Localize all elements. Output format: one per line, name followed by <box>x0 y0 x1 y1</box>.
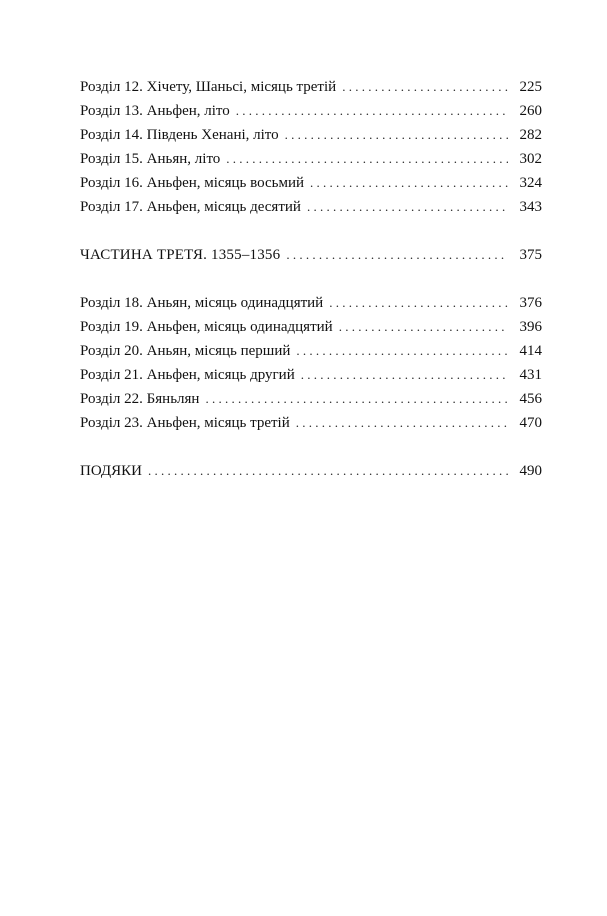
toc-entry-chapter-19 <box>80 315 542 339</box>
toc-entry-title: Розділ 20. Аньян, місяць перший <box>80 343 291 359</box>
toc-entry-title: Розділ 19. Аньфен, місяць одинадцятий <box>80 319 333 335</box>
toc-entry-chapter-20 <box>80 339 542 363</box>
dot-leader <box>329 291 508 315</box>
toc-entry-page: 456 <box>519 391 542 407</box>
dot-leader <box>236 99 508 123</box>
dot-leader <box>310 171 508 195</box>
toc-entry-title: Розділ 18. Аньян, місяць одинадцятий <box>80 295 324 311</box>
toc-entry-title: Розділ 15. Аньян, літо <box>80 151 221 167</box>
toc-entry-chapter-14 <box>80 123 542 147</box>
toc-entry-chapter-12 <box>80 75 542 99</box>
dot-leader <box>205 387 508 411</box>
dot-leader <box>148 459 508 483</box>
toc-part-title: ЧАСТИНА ТРЕТЯ. 1355–1356 <box>80 247 281 263</box>
toc-entry-page: 470 <box>519 415 542 431</box>
toc-entry-chapter-21 <box>80 363 542 387</box>
toc-entry-title: ПОДЯКИ <box>80 463 142 479</box>
toc-entry-title: Розділ 17. Аньфен, місяць десятий <box>80 199 301 215</box>
toc-entry-chapter-23 <box>80 411 542 435</box>
toc-entry-title: Розділ 13. Аньфен, літо <box>80 103 230 119</box>
toc-entry-page: 282 <box>519 127 542 143</box>
table-of-contents <box>80 75 542 483</box>
toc-group-chapters-18-23 <box>80 291 542 435</box>
toc-entry-title: Розділ 14. Південь Хенані, літо <box>80 127 279 143</box>
toc-entry-page: 302 <box>519 151 542 167</box>
dot-leader <box>226 147 508 171</box>
toc-entry-title: Розділ 12. Хічету, Шаньсі, місяць третій <box>80 79 337 95</box>
toc-entry-chapter-13 <box>80 99 542 123</box>
toc-entry-page: 490 <box>519 463 542 479</box>
toc-entry-page: 431 <box>519 367 542 383</box>
toc-entry-page: 375 <box>519 247 542 263</box>
toc-acknowledgements <box>80 459 542 483</box>
toc-entry-page: 414 <box>519 343 542 359</box>
toc-entry-page: 376 <box>519 295 542 311</box>
toc-entry-title: Розділ 23. Аньфен, місяць третій <box>80 415 290 431</box>
toc-entry-chapter-17 <box>80 195 542 219</box>
dot-leader <box>296 339 508 363</box>
toc-entry-title: Розділ 16. Аньфен, місяць восьмий <box>80 175 304 191</box>
toc-entry-part-three <box>80 243 542 267</box>
toc-group-chapters-12-17 <box>80 75 542 219</box>
dot-leader <box>285 123 508 147</box>
toc-entry-page: 343 <box>519 199 542 215</box>
dot-leader <box>301 363 508 387</box>
dot-leader <box>286 243 508 267</box>
toc-entry-acknowledgements <box>80 459 542 483</box>
dot-leader <box>339 315 508 339</box>
toc-entry-chapter-15 <box>80 147 542 171</box>
toc-entry-chapter-18 <box>80 291 542 315</box>
dot-leader <box>342 75 508 99</box>
toc-entry-title: Розділ 22. Бяньлян <box>80 391 200 407</box>
toc-entry-page: 260 <box>519 103 542 119</box>
toc-entry-title: Розділ 21. Аньфен, місяць другий <box>80 367 295 383</box>
dot-leader <box>296 411 508 435</box>
dot-leader <box>307 195 508 219</box>
toc-entry-page: 225 <box>519 79 542 95</box>
toc-entry-page: 324 <box>519 175 542 191</box>
toc-entry-chapter-16 <box>80 171 542 195</box>
toc-entry-chapter-22 <box>80 387 542 411</box>
toc-part-three <box>80 243 542 267</box>
toc-entry-page: 396 <box>519 319 542 335</box>
